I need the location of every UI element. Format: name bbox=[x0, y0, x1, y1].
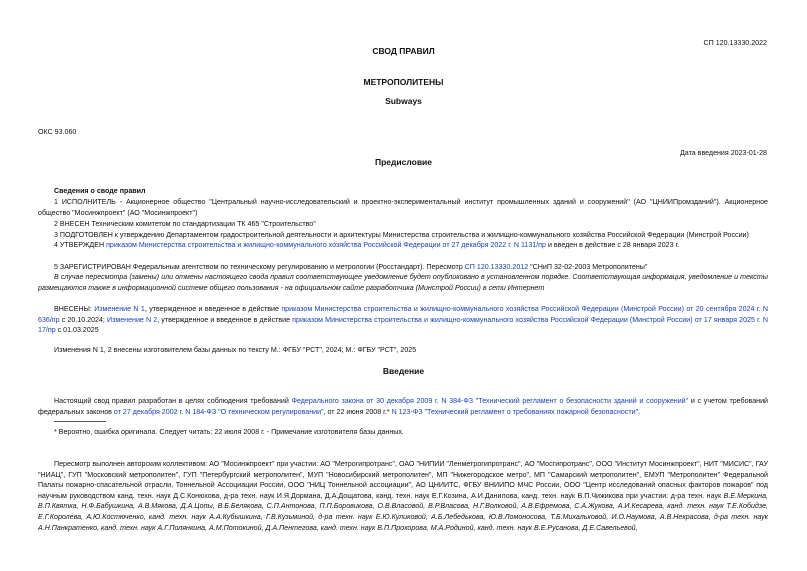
intro-paragraph bbox=[38, 396, 768, 417]
item-5-pre: 5 ЗАРЕГИСТРИРОВАН Федеральным агентством по техническому регулированию и метрологии (Росстандарт). Пересмотр bbox=[54, 263, 465, 271]
intro-heading: Введение bbox=[382, 366, 425, 376]
amendment-2-link[interactable]: Изменение N 2 bbox=[107, 315, 158, 324]
about-heading: Сведения о своде правил bbox=[54, 187, 146, 195]
order-17-link[interactable]: приказом Министерства строительства и жилищно-коммунального хозяйства Российской Федерации (Минстрой России) от 17 января 2025 г. N 17/пр bbox=[38, 315, 768, 335]
amend-text-4: с 01.03.2025 bbox=[55, 326, 99, 335]
item-4-approved bbox=[38, 240, 768, 251]
order-1131-link[interactable]: приказом Министерства строительства и жилищно-коммунального хозяйства Российской Федерации от 27 декабря 2022 г. N 1131/пр bbox=[106, 241, 546, 249]
item-5-note bbox=[38, 272, 768, 293]
amend-text-2: с 20.10.2024; bbox=[59, 315, 107, 324]
revision-authors: В.Е.Меркина, В.П.Квятка, Н.Ф.Бабушкина, А.В.Мякова, Д.А.Цопы, В.Б.Белякова, С.П.Антонова, П.П.Боровикова, О.В.Власовой, В.Р.Власова, Н.Г.Волковой, А.В.Ефремова, С.А.Жукова, А.И.Кесарева, канд. техн. наук Т.Е.Кобидзе, Е.Г.Королева, А.Ю.Костюченко, канд. техн. наук А.А.Кубышкина, Г.В.Кузьминой, д-ра техн. наук Е.Ю.Куликовой, А.Б.Лебедькова, Ю.В.Ломоносова, Т.Б.Михальковой, И.О.Наумова, А.В.Некрасова, д-ра техн. наук А.Н.Панкратенко, канд. техн. наук А.Г.Полянкина, А.М.Потокиной, Д.А.Пентегова, канд. техн. наук В.П.Прохорова, М.А.Родиной, канд. техн. наук В.Е.Русанова, Д.Е.Савельевой, bbox=[38, 491, 768, 532]
footnote-divider bbox=[54, 421, 106, 422]
item-1-text: 1 ИСПОЛНИТЕЛЬ - Акционерное общество "Центральный научно-исследовательский и проектно-экспериментальный институт промышленных зданий и сооружений" (АО "ЦНИИПромзданий"). Акционерное общество "Мосинжпроект" (АО "Мосинжпроект") bbox=[38, 198, 768, 217]
oks-code: ОКС 93.060 bbox=[38, 128, 77, 136]
doc-title-svod: СВОД ПРАВИЛ bbox=[372, 46, 435, 56]
doc-title-metro: МЕТРОПОЛИТЕНЫ bbox=[363, 77, 444, 87]
item-5-italic: В случае пересмотра (замены) или отмены настоящего свода правил соответствующее уведомление будет опубликовано в установленном порядке. Соответствующая информация, уведомление и тексты размещаются также в информационной системе общего пользования - на официальном сайте разработчика (Минстрой России) в сети Интернет bbox=[38, 273, 768, 292]
item-4-pre: 4 УТВЕРЖДЕН bbox=[54, 241, 107, 249]
item-5-registered bbox=[38, 262, 768, 273]
intro-text-1: Настоящий свод правил разработан в целях соблюдения требований bbox=[54, 397, 292, 405]
revision-paragraph bbox=[38, 459, 768, 533]
amend-note-text: Изменения N 1, 2 внесены изготовителем базы данных по тексту М.: ФГБУ "РСТ", 2024; М.: ФГБУ "РСТ", 2025 bbox=[54, 346, 417, 354]
document-code: СП 120.13330.2022 bbox=[703, 39, 767, 47]
intro-text-3: , от 22 июня 2008 г.* bbox=[323, 407, 392, 416]
law-123-link[interactable]: N 123-ФЗ "Технический регламент о требованиях пожарной безопасности" bbox=[391, 407, 639, 416]
amend-text-3: , утвержденное и введенное в действие bbox=[157, 315, 293, 324]
item-1-executor bbox=[38, 197, 768, 218]
amendment-1-link[interactable]: Изменение N 1 bbox=[94, 305, 145, 313]
item-3-prepared bbox=[38, 230, 768, 241]
amendments-note bbox=[38, 345, 768, 356]
item-2-submitted bbox=[38, 219, 768, 230]
item-4-post: и введен в действие с 28 января 2023 г. bbox=[545, 241, 680, 249]
doc-subtitle: Subways bbox=[385, 96, 422, 106]
amend-text-1: , утвержденное и введенное в действие bbox=[144, 305, 282, 313]
law-184-link[interactable]: от 27 декабря 2002 г. N 184-ФЗ "О техническом регулировании" bbox=[113, 407, 324, 416]
amendments bbox=[38, 304, 768, 336]
item-3-text: 3 ПОДГОТОВЛЕН к утверждению Департаментом градостроительной деятельности и архитектуры Министерства строительства и жилищно-коммунального хозяйства Российской Федерации (Минстрой России) bbox=[54, 231, 749, 239]
item-2-text: 2 ВНЕСЕН Техническим комитетом по стандартизации ТК 465 "Строительство" bbox=[54, 220, 316, 228]
law-384-link[interactable]: Федерального закона от 30 декабря 2009 г. N 384-ФЗ "Технический регламент о безопасности зданий и сооружений" bbox=[291, 397, 689, 405]
item-5-post: "СНиП 32-02-2003 Метрополитены" bbox=[528, 263, 648, 271]
footnote: * Вероятно, ошибка оригинала. Следует читать: 22 июля 2008 г. - Примечание изготовителя базы данных. bbox=[54, 428, 404, 436]
intro-text-2: и с учетом требований федеральных законов bbox=[38, 397, 768, 416]
amend-label: ВНЕСЕНЫ: bbox=[54, 305, 95, 313]
intro-text-4: . bbox=[638, 407, 641, 416]
sp-2012-link[interactable]: СП 120.13330.2012 bbox=[464, 263, 529, 271]
revision-text-1: Пересмотр выполнен авторским коллективом: АО "Мосинжпроект" при участии: АО "Метрогипротранс", ОАО "НИПИИ "Ленметрогипротранс", АО "Мосгипротранс", ООО "Институт Мосинжпроект", НИТ "МИСИС", ГАУ "НИАЦ", ГУП "Московский метрополитен", ГУП "Петербургский метрополитен", МУП "Новосибирский метрополитен", МП "Нижегородское метро", МП "Самарский метрополитен", ЕМУП "Метрополитен" Федеральной Палаты пожарно-спасательной отрасли, Тоннельной Ассоциации России, ООО "НИЦ Тоннельной ассоциации", АО ЦНИИТС, ФГБУ ВНИИПО МЧС России, ООО "Центр исследований опасных факторов пожаров" под научным руководством канд. техн. наук Д.С.Конюхова, д-ра техн. наук И.Я.Дормана, Д.А.Дощатова, канд. техн. наук Е.Г.Козина, А.И.Данилова, канд. техн. наук В.П.Чижикова при участии: д-ра техн. наук bbox=[38, 460, 768, 500]
order-636-link[interactable]: приказом Министерства строительства и жилищно-коммунального хозяйства Российской Федерации (Минстрой России) от 20 сентября 2024 г. N 636/пр bbox=[38, 305, 768, 324]
intro-date: Дата введения 2023-01-28 bbox=[680, 149, 767, 157]
preface-heading: Предисловие bbox=[374, 157, 433, 167]
